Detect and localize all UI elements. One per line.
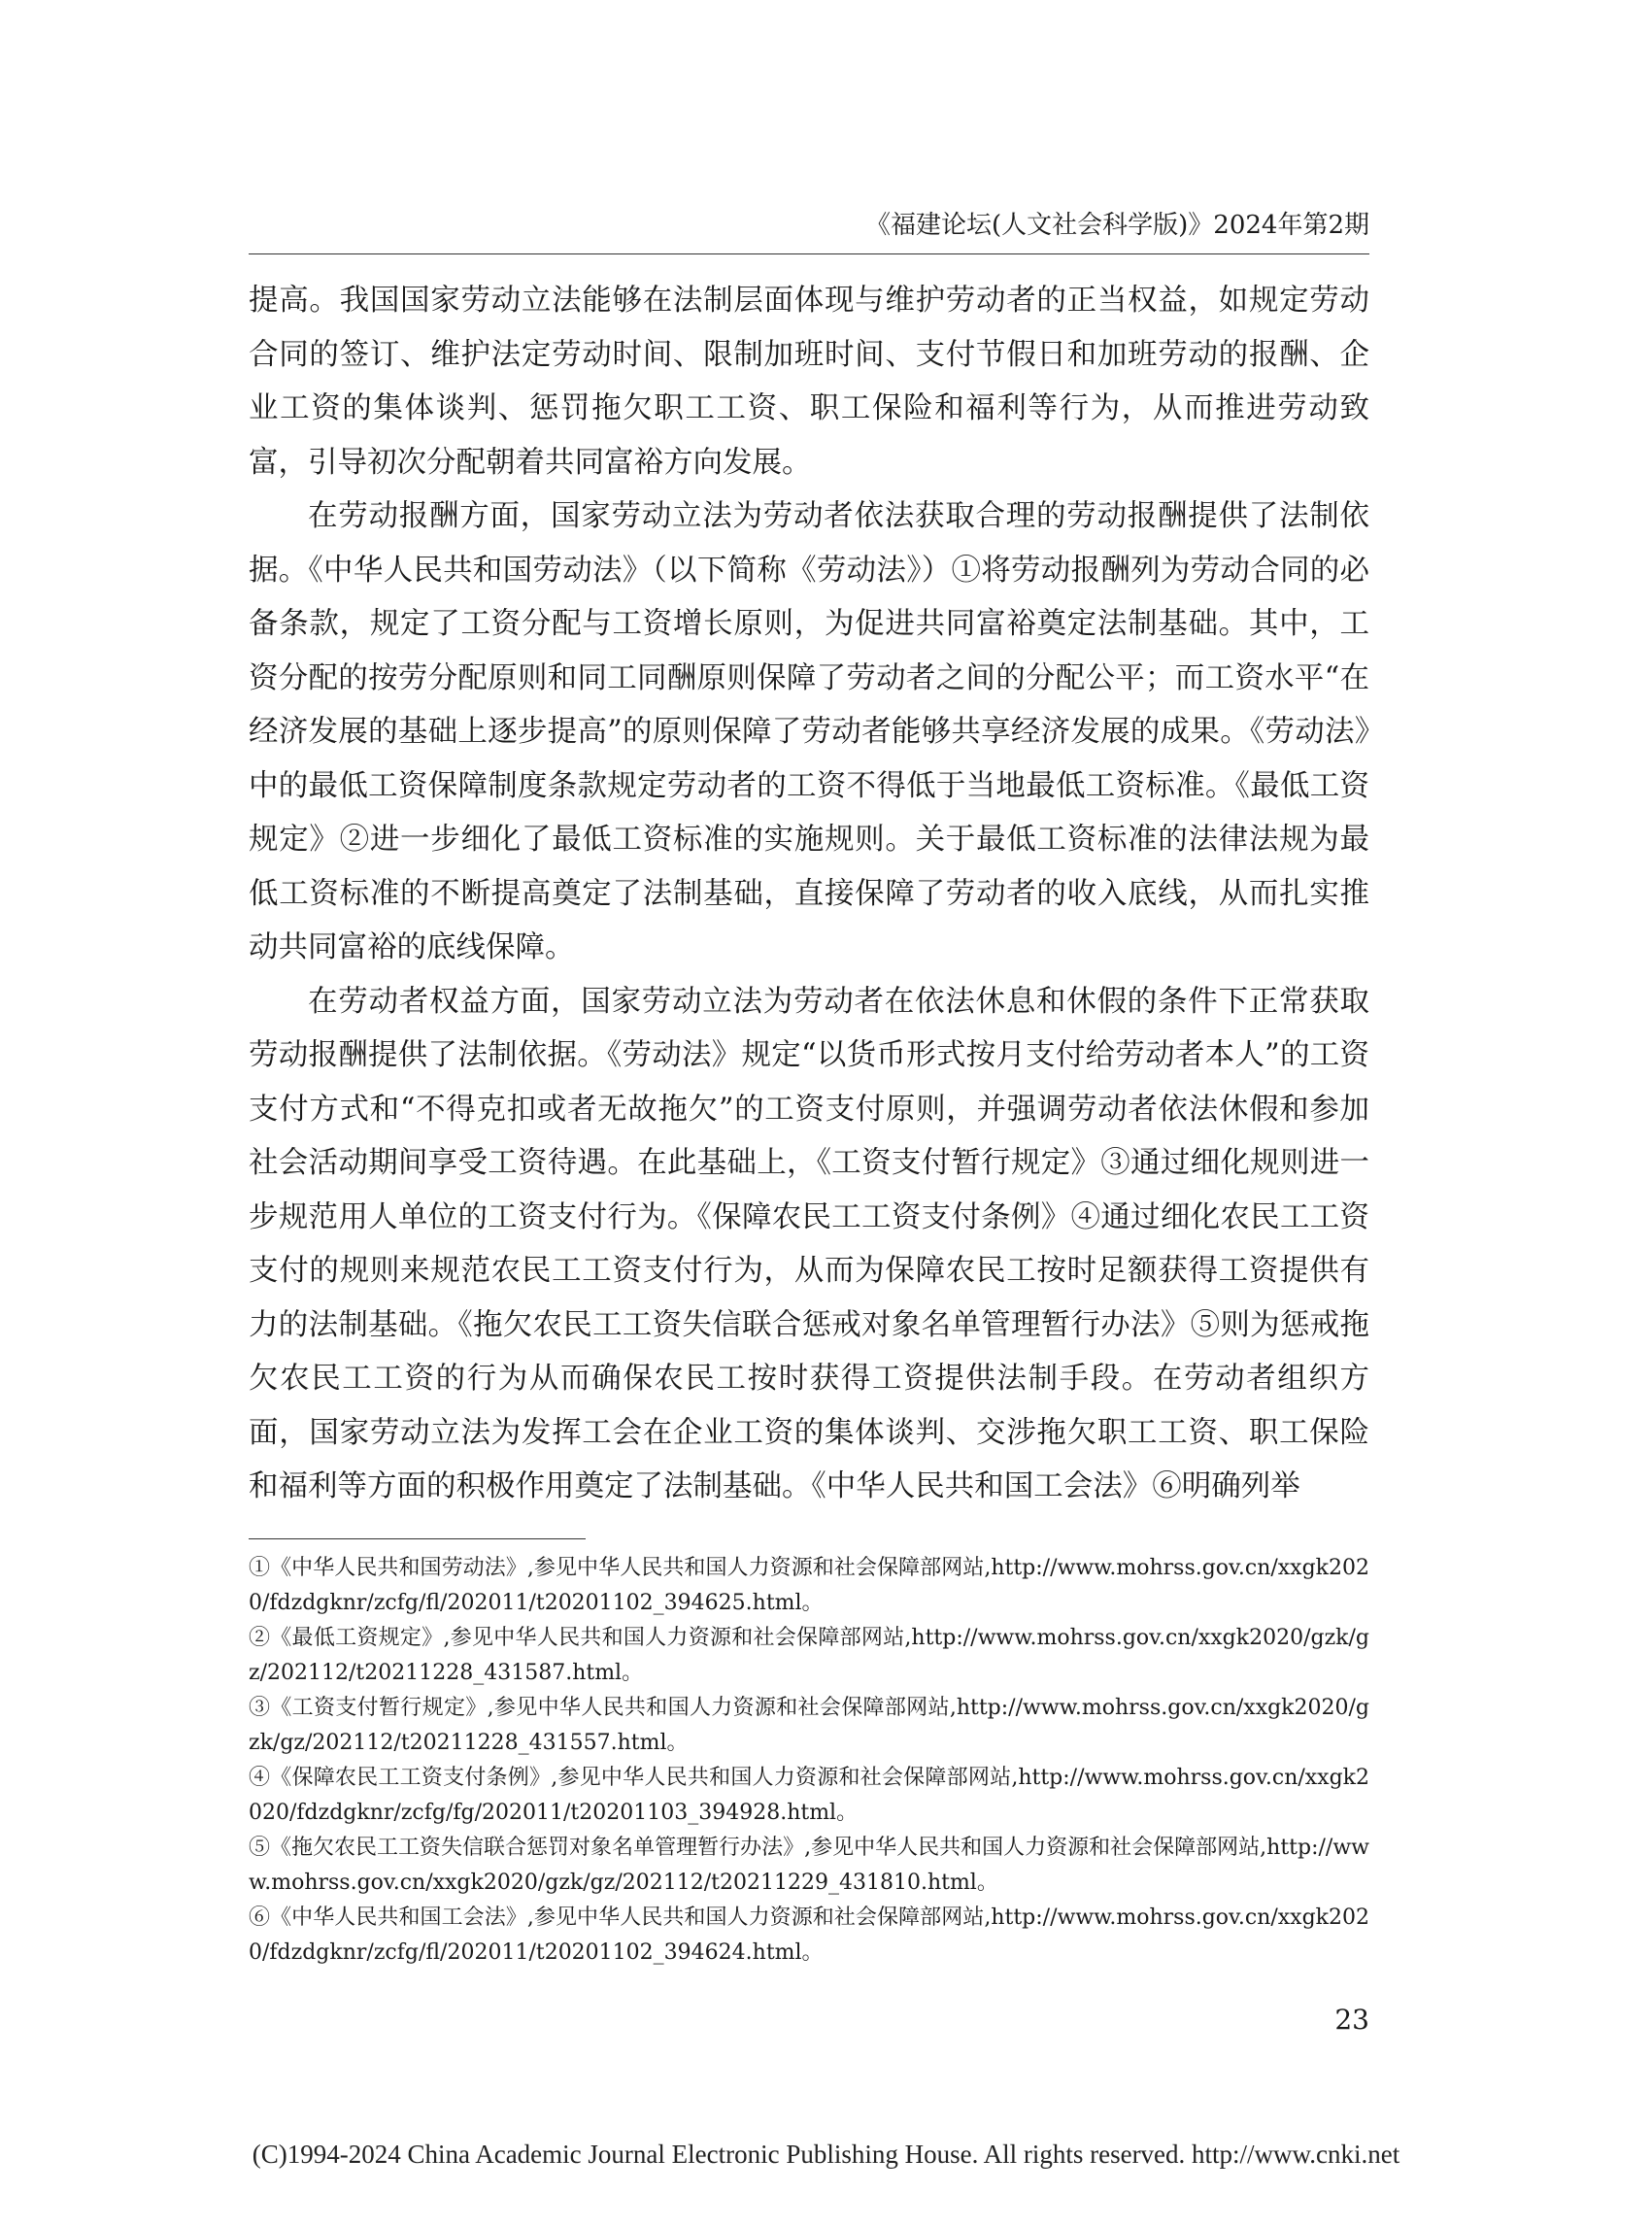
body-paragraph: 提高。我国国家劳动立法能够在法制层面体现与维护劳动者的正当权益，如规定劳动合同的签订、维护法定劳动时间、限制加班时间、支付节假日和加班劳动的报酬、企业工资的集体谈判、惩罚拖欠职工工资、职工保险和福利等行为，从而推进劳动致富，引导初次分配朝着共同富裕方向发展。 bbox=[249, 284, 1369, 480]
copyright-notice: (C)1994-2024 China Academic Journal Electronic Publishing House. All rights reserved. http://www.cnki.net bbox=[252, 2140, 1400, 2169]
page-number: 23 bbox=[1334, 2004, 1369, 2036]
header-rule bbox=[249, 253, 1369, 254]
running-header: 《福建论坛(人文社会科学版)》2024年第2期 bbox=[865, 211, 1369, 240]
footnote: ①《中华人民共和国劳动法》,参见中华人民共和国人力资源和社会保障部网站,http://www.mohrss.gov.cn/xxgk2020/fdzdgknr/zcfg/fl/202011/t20201102_394625.html。 bbox=[249, 1556, 1369, 1615]
footnote: ④《保障农民工工资支付条例》,参见中华人民共和国人力资源和社会保障部网站,http://www.mohrss.gov.cn/xxgk2020/fdzdgknr/zcfg/fg/202011/t20201103_394928.html。 bbox=[249, 1766, 1369, 1825]
article-body bbox=[249, 274, 1369, 1514]
footnote: ⑤《拖欠农民工工资失信联合惩罚对象名单管理暂行办法》,参见中华人民共和国人力资源和社会保障部网站,http://www.mohrss.gov.cn/xxgk2020/gzk/gz/202112/t20211229_431810.html。 bbox=[249, 1836, 1369, 1895]
footnotes bbox=[249, 1551, 1369, 1971]
footnote: ⑥《中华人民共和国工会法》,参见中华人民共和国人力资源和社会保障部网站,http://www.mohrss.gov.cn/xxgk2020/fdzdgknr/zcfg/fl/202011/t20201102_394624.html。 bbox=[249, 1906, 1369, 1965]
footnote-rule bbox=[249, 1538, 586, 1539]
footnote: ③《工资支付暂行规定》,参见中华人民共和国人力资源和社会保障部网站,http://www.mohrss.gov.cn/xxgk2020/gzk/gz/202112/t20211228_431557.html。 bbox=[249, 1696, 1369, 1755]
body-paragraph: 在劳动报酬方面，国家劳动立法为劳动者依法获取合理的劳动报酬提供了法制依据。《中华人民共和国劳动法》（以下简称《劳动法》）①将劳动报酬列为劳动合同的必备条款，规定了工资分配与工资增长原则，为促进共同富裕奠定法制基础。其中，工资分配的按劳分配原则和同工同酬原则保障了劳动者之间的分配公平；而工资水平“在经济发展的基础上逐步提高”的原则保障了劳动者能够共享经济发展的成果。《劳动法》中的最低工资保障制度条款规定劳动者的工资不得低于当地最低工资标准。《最低工资规定》②进一步细化了最低工资标准的实施规则。关于最低工资标准的法律法规为最低工资标准的不断提高奠定了法制基础，直接保障了劳动者的收入底线，从而扎实推动共同富裕的底线保障。 bbox=[249, 499, 1369, 964]
footnote: ②《最低工资规定》,参见中华人民共和国人力资源和社会保障部网站,http://www.mohrss.gov.cn/xxgk2020/gzk/gz/202112/t20211228_431587.html。 bbox=[249, 1626, 1369, 1685]
body-paragraph: 在劳动者权益方面，国家劳动立法为劳动者在依法休息和休假的条件下正常获取劳动报酬提供了法制依据。《劳动法》规定“以货币形式按月支付给劳动者本人”的工资支付方式和“不得克扣或者无故拖欠”的工资支付原则，并强调劳动者依法休假和参加社会活动期间享受工资待遇。在此基础上，《工资支付暂行规定》③通过细化规则进一步规范用人单位的工资支付行为。《保障农民工工资支付条例》④通过细化农民工工资支付的规则来规范农民工工资支付行为，从而为保障农民工按时足额获得工资提供有力的法制基础。《拖欠农民工工资失信联合惩戒对象名单管理暂行办法》⑤则为惩戒拖欠农民工工资的行为从而确保农民工按时获得工资提供法制手段。在劳动者组织方面，国家劳动立法为发挥工会在企业工资的集体谈判、交涉拖欠职工工资、职工保险和福利等方面的积极作用奠定了法制基础。《中华人民共和国工会法》⑥明确列举 bbox=[249, 984, 1369, 1503]
